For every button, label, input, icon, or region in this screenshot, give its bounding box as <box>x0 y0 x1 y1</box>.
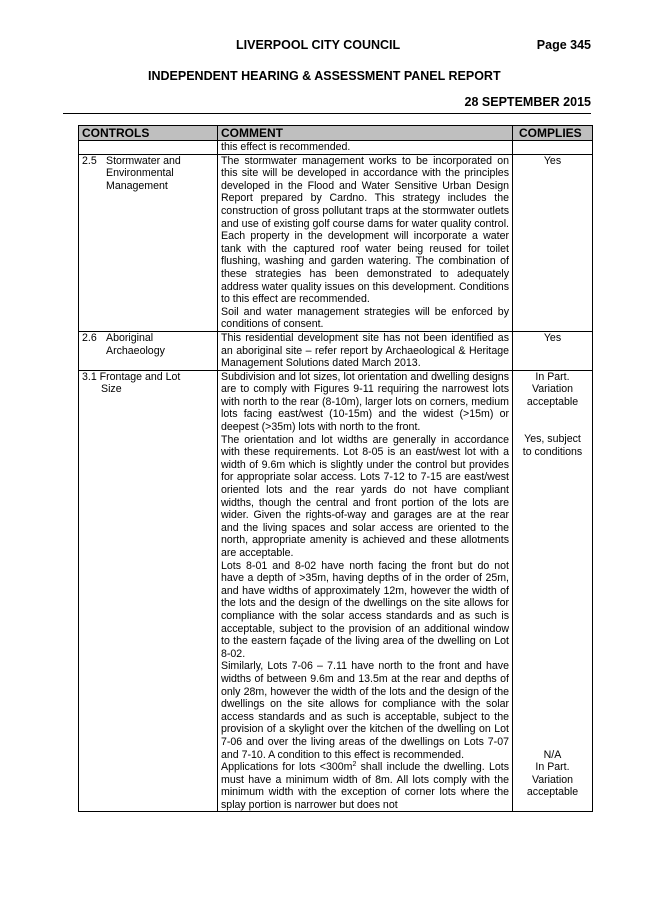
comment-paragraph: The orientation and lot widths are generally in accordance with these requirements. Lot 8-05 is an east/west lot with a width of 9.6m which is slightly under the control but provides for appropriate solar access. Lots 7-12 to 7-15 are east/west oriented lots and the rear yards do not have compliant widths, though the central and front portion of the lots are wider. Given the rights-of-way and garages are at the rear and the living spaces and solar access are oriented to the north, appropriate amenity is achieved and these allotments are acceptable. <box>221 433 509 559</box>
table-header-row <box>79 126 593 141</box>
table-row <box>79 370 593 812</box>
control-cell <box>79 331 218 370</box>
comment-paragraph: Lots 8-01 and 8-02 have north facing the front but do not have a depth of >35m, having depths of in the order of 25m, and have widths of approximately 12m, however the width of the lots and the design of the dwellings on the site allows for compliance with the solar access standards and as such is acceptable, subject to the provision of an additional window to the eastern façade of the living area of the dwelling on Lot 8-02. <box>221 559 509 660</box>
control-label: 3.1 Frontage and Lot <box>82 370 181 383</box>
comment-text: Applications for lots <300m <box>221 761 353 774</box>
control-cell <box>79 154 218 331</box>
comment-cell <box>218 370 513 812</box>
complies-value: Variation <box>531 773 574 786</box>
council-name: LIVERPOOL CITY COUNCIL <box>236 38 401 52</box>
comment-paragraph: Similarly, Lots 7-06 – 7.11 have north to the front and have widths of between 9.6m and 13.5m at the rear and depths of only 28m, however the width of the lots and the design of the dwellings on the site allows for compliance with the solar access standards and as such is acceptable, subject to the provision of a skylight over the kitchen of the dwelling on Lot 7-06 and over the living areas of the dwellings on Lots 7-07 and 7-10. A condition to this effect is recommended. <box>221 660 509 761</box>
page-number: Page 345 <box>536 38 591 52</box>
control-label-continued: Size <box>101 383 122 396</box>
comment-paragraph: The stormwater management works to be incorporated on this site will be developed in accordance with the principles developed in the Flood and Water Sensitive Urban Design Report prepared by Cardno. This strategy includes the construction of gross pollutant traps at the stormwater outlets and use of existing golf course dams for water quality control. Each property in the development will incorporate a water tank with the captured roof water being reused for toilet flushing, washing and garden watering. The combination of these strategies has been demonstrated to adequately address water quality issues on this development. Conditions to this effect are recommended. <box>221 154 509 306</box>
complies-value: acceptable <box>526 786 579 799</box>
complies-cell: Yes <box>513 154 593 331</box>
control-number: 2.6 <box>82 331 97 344</box>
complies-column-header: COMPLIES <box>513 126 593 141</box>
comment-paragraph <box>221 761 509 811</box>
complies-cell: Yes <box>513 331 593 370</box>
report-title: INDEPENDENT HEARING & ASSESSMENT PANEL REPORT <box>148 69 501 83</box>
continued-comment: this effect is recommended. <box>221 141 351 153</box>
complies-value: N/A <box>543 748 562 761</box>
comment-paragraph: Soil and water management strategies will be enforced by conditions of consent. <box>221 305 509 331</box>
complies-cell <box>513 370 593 812</box>
table-row <box>79 141 593 155</box>
comment-paragraph: This residential development site has not been identified as an aboriginal site – refer report by Archaeological & Heritage Management Solutions dated March 2013. <box>221 331 509 370</box>
comment-cell <box>218 141 513 155</box>
table-row <box>79 154 593 331</box>
controls-column-header: CONTROLS <box>79 126 218 141</box>
report-date: 28 SEPTEMBER 2015 <box>464 95 591 109</box>
comment-cell <box>218 331 513 370</box>
control-cell <box>79 141 218 155</box>
control-cell <box>79 370 218 812</box>
comment-cell <box>218 154 513 331</box>
complies-value: Yes, subject <box>524 433 581 446</box>
complies-value: Variation <box>531 383 574 396</box>
superscript: 2 <box>352 761 357 769</box>
page-header <box>0 38 653 54</box>
control-label: Aboriginal Archaeology <box>106 331 165 357</box>
complies-cell <box>513 141 593 155</box>
comment-column-header: COMMENT <box>218 126 513 141</box>
table-row <box>79 331 593 370</box>
header-divider <box>63 113 591 114</box>
complies-value: acceptable <box>526 395 579 408</box>
comment-text: shall include the dwelling. Lots must have a minimum width of 8m. All lots comply with the minimum width with the exception of corner lots where the splay portion is narrower but does not <box>221 761 509 811</box>
control-number: 2.5 <box>82 154 97 167</box>
complies-value: In Part. <box>535 761 570 774</box>
comment-paragraph: Subdivision and lot sizes, lot orientation and dwelling designs are to comply with Figures 9-11 requiring the narrowest lots with north to the rear (8-10m), larger lots on corners, medium lots facing east/west (10-15m) and the widest (>15m) or deepest (>35m) lots with north to the front. <box>221 370 509 434</box>
control-label: Stormwater and Environmental Management <box>106 154 181 192</box>
complies-value: In Part. <box>535 370 570 383</box>
controls-table <box>78 125 593 812</box>
complies-value: to conditions <box>522 446 583 459</box>
